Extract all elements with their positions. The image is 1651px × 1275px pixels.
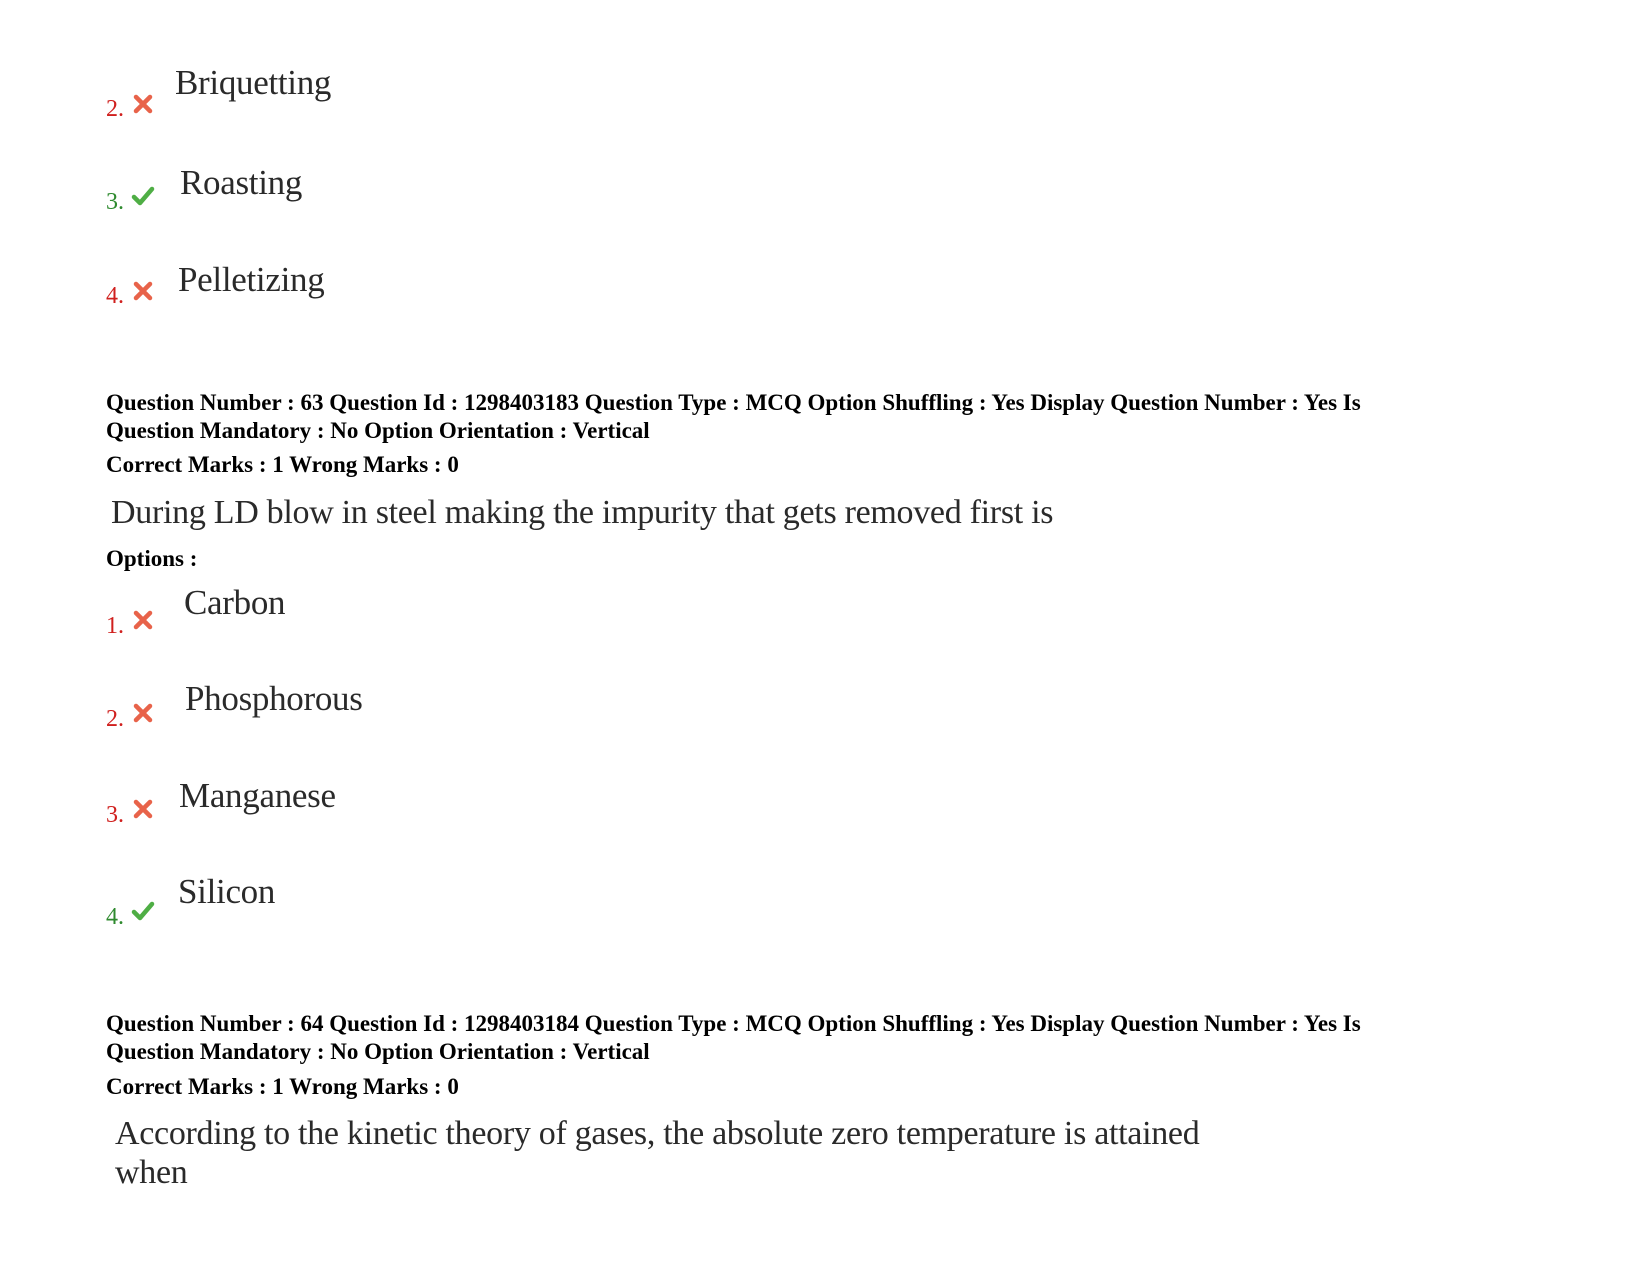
question-meta-line2: Question Mandatory : No Option Orientation : Vertical (106, 418, 650, 443)
cross-icon (131, 279, 155, 303)
options-label: Options : (106, 546, 198, 571)
question-text-line2: when (115, 1154, 188, 1191)
question-text: During LD blow in steel making the impurity that gets removed first is (111, 494, 1054, 531)
option-number: 1. (106, 613, 124, 639)
option-number: 2. (106, 96, 124, 122)
question-text-line1: According to the kinetic theory of gases, the absolute zero temperature is attained (115, 1115, 1200, 1152)
question-marks: Correct Marks : 1 Wrong Marks : 0 (106, 1074, 459, 1099)
question-marks: Correct Marks : 1 Wrong Marks : 0 (106, 452, 459, 477)
option-text: Carbon (184, 583, 286, 622)
cross-icon (131, 608, 155, 632)
question-meta-line1: Question Number : 64 Question Id : 1298403184 Question Type : MCQ Option Shuffling : Yes Display Question Number : Yes Is (106, 1011, 1361, 1036)
option-text: Pelletizing (178, 260, 325, 299)
question-meta-line2: Question Mandatory : No Option Orientation : Vertical (106, 1039, 650, 1064)
option-text: Roasting (180, 163, 303, 202)
question-meta-line1: Question Number : 63 Question Id : 1298403183 Question Type : MCQ Option Shuffling : Yes Display Question Number : Yes Is (106, 390, 1361, 415)
cross-icon (131, 797, 155, 821)
option-number: 2. (106, 706, 124, 732)
option-number: 4. (106, 283, 124, 309)
option-text: Manganese (179, 776, 336, 815)
option-text: Phosphorous (185, 679, 363, 718)
option-number: 3. (106, 802, 124, 828)
option-text: Briquetting (175, 63, 332, 102)
option-number: 3. (106, 189, 124, 215)
cross-icon (131, 92, 155, 116)
option-number: 4. (106, 904, 124, 930)
check-icon (131, 899, 155, 923)
cross-icon (131, 701, 155, 725)
check-icon (131, 184, 155, 208)
option-text: Silicon (178, 872, 276, 911)
